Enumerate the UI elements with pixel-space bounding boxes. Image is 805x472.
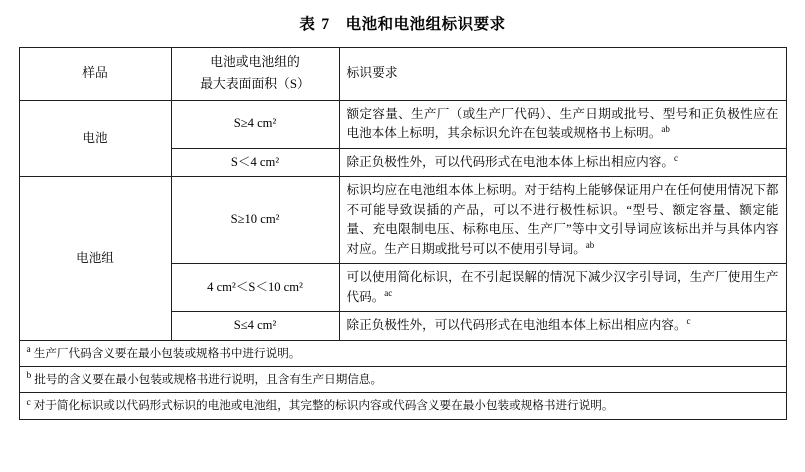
row-area: S＜4 cm² <box>171 148 339 177</box>
row-sample-battery-pack: 电池组 <box>19 177 171 341</box>
table-title <box>0 0 805 47</box>
row-requirement-footnote-ref: ab <box>661 123 670 134</box>
row-requirement <box>339 264 786 312</box>
column-header-requirement: 标识要求 <box>339 48 786 101</box>
footnote-row <box>19 393 786 419</box>
column-header-area-line1: 电池或电池组的 <box>210 55 300 69</box>
footnote-marker: c <box>26 397 31 408</box>
table-row <box>19 177 786 264</box>
footnote-text: 生产厂代码含义要在最小包装或规格书中进行说明。 <box>33 346 301 360</box>
table-title-label: 表 <box>299 16 316 33</box>
row-requirement <box>339 100 786 148</box>
table-header-row <box>19 48 786 101</box>
row-requirement <box>339 177 786 264</box>
row-requirement <box>339 312 786 341</box>
row-area: 4 cm²＜S＜10 cm² <box>171 264 339 312</box>
table-title-text: 电池和电池组标识要求 <box>345 16 506 33</box>
row-requirement-footnote-ref: c <box>673 152 678 163</box>
row-requirement-footnote-ref: ab <box>585 239 595 250</box>
table-row <box>19 100 786 148</box>
row-area: S≥4 cm² <box>171 100 339 148</box>
footnote-text: 对于简化标识或以代码形式标识的电池或电池组，其完整的标识内容或代码含义要在最小包装或规格书进行说明。 <box>33 399 614 413</box>
row-requirement-text: 额定容量、生产厂（或生产厂代码）、生产日期或批号、型号和正负极性应在电池本体上标明，其余标识允许在包装或规格书上标明。 <box>346 106 779 141</box>
row-area: S≤4 cm² <box>171 312 339 341</box>
footnote-a <box>19 340 786 366</box>
footnote-text: 批号的含义要在最小包装或规格书进行说明，且含有生产日期信息。 <box>34 373 383 387</box>
footnote-b <box>19 367 786 393</box>
row-area: S≥10 cm² <box>171 177 339 264</box>
row-requirement-footnote-ref: c <box>686 315 691 326</box>
footnote-row <box>19 340 786 366</box>
row-requirement-text: 标识均应在电池组本体上标明。对于结构上能够保证用户在任何使用情况下都不可能导致误插的产品，可以不进行极性标识。“型号、额定容量、额定能量、充电限制电压、标称电压、生产厂”等中文引导词应该标出并与具体内容对应。生产日期或批号可以不使用引导词。 <box>346 183 779 256</box>
column-header-sample: 样品 <box>19 48 171 101</box>
column-header-area-line2: 最大表面面积（S） <box>200 76 310 91</box>
footnote-c <box>19 393 786 419</box>
battery-marking-requirements-table <box>19 47 787 420</box>
row-requirement-footnote-ref: ac <box>384 287 393 298</box>
table-title-number: 7 <box>321 16 330 33</box>
footnote-marker: a <box>26 344 31 355</box>
row-requirement-text: 除正负极性外，可以代码形式在电池本体上标出相应内容。 <box>346 154 674 169</box>
row-sample-battery: 电池 <box>19 100 171 177</box>
row-requirement <box>339 148 786 177</box>
footnote-marker: b <box>26 371 32 382</box>
row-requirement-text: 除正负极性外，可以代码形式在电池组本体上标出相应内容。 <box>346 318 687 333</box>
footnote-row <box>19 367 786 393</box>
row-requirement-text: 可以使用简化标识，在不引起误解的情况下减少汉字引导词，生产厂使用生产代码。 <box>346 270 779 304</box>
column-header-area <box>171 48 339 101</box>
